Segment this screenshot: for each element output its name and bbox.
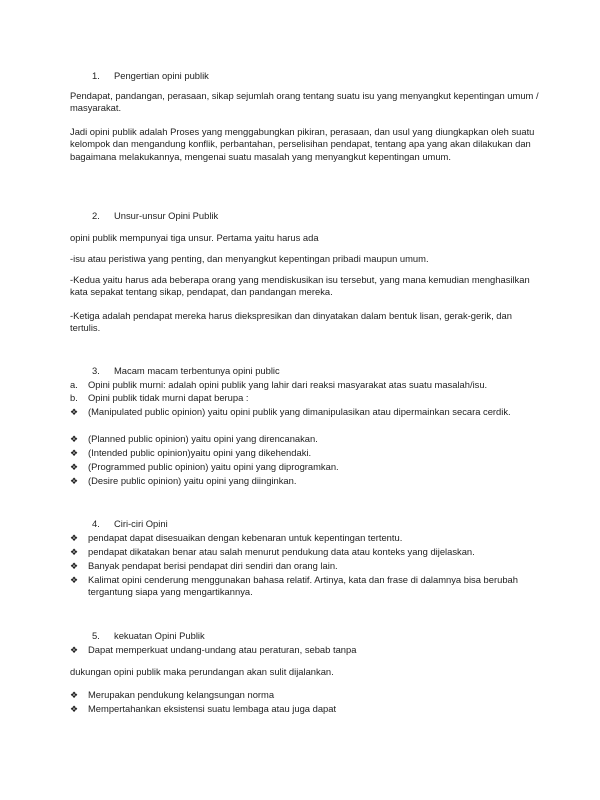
section-3-item-b bbox=[70, 392, 540, 404]
list-text: pendapat dikatakan benar atau salah menurut pendukung data atau konteks yang dijelaskan. bbox=[88, 546, 475, 557]
section-5-title: kekuatan Opini Publik bbox=[114, 630, 205, 641]
section-5-paragraph-1: dukungan opini publik maka perundangan akan sulit dijalankan. bbox=[70, 666, 334, 677]
list-marker: a. bbox=[70, 379, 78, 390]
list-text: pendapat dapat disesuaikan dengan kebenaran untuk kepentingan tertentu. bbox=[88, 532, 403, 543]
section-4-title: Ciri-ciri Opini bbox=[114, 518, 168, 529]
section-1-number: 1. bbox=[92, 70, 100, 81]
list-text: (Manipulated public opinion) yaitu opini publik yang dimanipulasikan atau dipermainkan secara cerdik. bbox=[88, 406, 511, 417]
diamond-bullet-icon: ❖ bbox=[70, 575, 79, 585]
section-4-heading bbox=[92, 518, 168, 530]
section-3-bullet-1 bbox=[70, 406, 540, 418]
diamond-bullet-icon: ❖ bbox=[70, 645, 79, 655]
list-text: Dapat memperkuat undang-undang atau peraturan, sebab tanpa bbox=[88, 644, 357, 655]
list-text: Banyak pendapat berisi pendapat diri sendiri dan orang lain. bbox=[88, 560, 338, 571]
section-5-number: 5. bbox=[92, 630, 100, 641]
diamond-bullet-icon: ❖ bbox=[70, 407, 79, 417]
diamond-bullet-icon: ❖ bbox=[70, 547, 79, 557]
list-text: Opini publik tidak murni dapat berupa : bbox=[88, 392, 249, 403]
diamond-bullet-icon: ❖ bbox=[70, 533, 79, 543]
section-4-number: 4. bbox=[92, 518, 100, 529]
section-3-bullet-3 bbox=[70, 447, 540, 459]
list-marker: b. bbox=[70, 392, 78, 403]
diamond-bullet-icon: ❖ bbox=[70, 462, 79, 472]
section-3-heading bbox=[92, 365, 280, 377]
list-text: (Planned public opinion) yaitu opini yang direncanakan. bbox=[88, 433, 318, 444]
diamond-bullet-icon: ❖ bbox=[70, 434, 79, 444]
section-2-paragraph-3: -Kedua yaitu harus ada beberapa orang yang mendiskusikan isu tersebut, yang mana kemudian menghasilkan kata sepakat tentang sikap, pendapat, dan pandangan mereka. bbox=[70, 274, 530, 298]
section-4-bullet-3 bbox=[70, 560, 540, 572]
section-3-number: 3. bbox=[92, 365, 100, 376]
list-text: Mempertahankan eksistensi suatu lembaga atau juga dapat bbox=[88, 703, 337, 714]
list-text: Kalimat opini cenderung menggunakan bahasa relatif. Artinya, kata dan frase di dalamnya bisa berubah tergantung siapa yang mengartikannya. bbox=[88, 574, 518, 598]
list-text: (Intended public opinion)yaitu opini yang dikehendaki. bbox=[88, 447, 312, 458]
section-2-paragraph-2: -isu atau peristiwa yang penting, dan menyangkut kepentingan pribadi maupun umum. bbox=[70, 253, 429, 264]
section-1-paragraph-1: Pendapat, pandangan, perasaan, sikap sejumlah orang tentang suatu isu yang menyangkut kepentingan umum / masyarakat. bbox=[70, 90, 539, 114]
diamond-bullet-icon: ❖ bbox=[70, 448, 79, 458]
section-3-bullet-4 bbox=[70, 461, 540, 473]
section-1-paragraph-2: Jadi opini publik adalah Proses yang menggabungkan pikiran, perasaan, dan usul yang diungkapkan oleh suatu kelompok dan mengandung konflik, perbantahan, perselisihan pendapat, tentang apa yang akan dilakukan dan bagaimana melakukannya, mengenai suatu masalah yang menyangkut kepentingan umum. bbox=[70, 126, 535, 162]
section-2-heading bbox=[92, 210, 218, 222]
section-4-bullet-2 bbox=[70, 546, 540, 558]
section-1-title: Pengertian opini publik bbox=[114, 70, 209, 81]
section-3-bullet-5 bbox=[70, 475, 540, 487]
diamond-bullet-icon: ❖ bbox=[70, 476, 79, 486]
diamond-bullet-icon: ❖ bbox=[70, 561, 79, 571]
section-1-heading bbox=[92, 70, 209, 82]
section-2-paragraph-4: -Ketiga adalah pendapat mereka harus diekspresikan dan dinyatakan dalam bentuk lisan, gerak-gerik, dan tertulis. bbox=[70, 310, 512, 334]
section-2-number: 2. bbox=[92, 210, 100, 221]
section-3-bullet-2 bbox=[70, 433, 540, 445]
list-text: Opini publik murni: adalah opini publik yang lahir dari reaksi masyarakat atas suatu masalah/isu. bbox=[88, 379, 488, 390]
section-4-bullet-1 bbox=[70, 532, 540, 544]
section-5-heading bbox=[92, 630, 205, 642]
diamond-bullet-icon: ❖ bbox=[70, 704, 79, 714]
list-text: (Desire public opinion) yaitu opini yang diinginkan. bbox=[88, 475, 297, 486]
section-5-bullet-2 bbox=[70, 689, 540, 701]
section-3-title: Macam macam terbentunya opini public bbox=[114, 365, 280, 376]
section-3-item-a bbox=[70, 379, 540, 391]
section-5-bullet-3 bbox=[70, 703, 540, 715]
section-2-title: Unsur-unsur Opini Publik bbox=[114, 210, 219, 221]
section-5-bullet-1 bbox=[70, 644, 540, 656]
section-4-bullet-4 bbox=[70, 574, 540, 599]
diamond-bullet-icon: ❖ bbox=[70, 690, 79, 700]
list-text: (Programmed public opinion) yaitu opini yang diprogramkan. bbox=[88, 461, 339, 472]
section-2-paragraph-1: opini publik mempunyai tiga unsur. Pertama yaitu harus ada bbox=[70, 232, 319, 243]
list-text: Merupakan pendukung kelangsungan norma bbox=[88, 689, 275, 700]
